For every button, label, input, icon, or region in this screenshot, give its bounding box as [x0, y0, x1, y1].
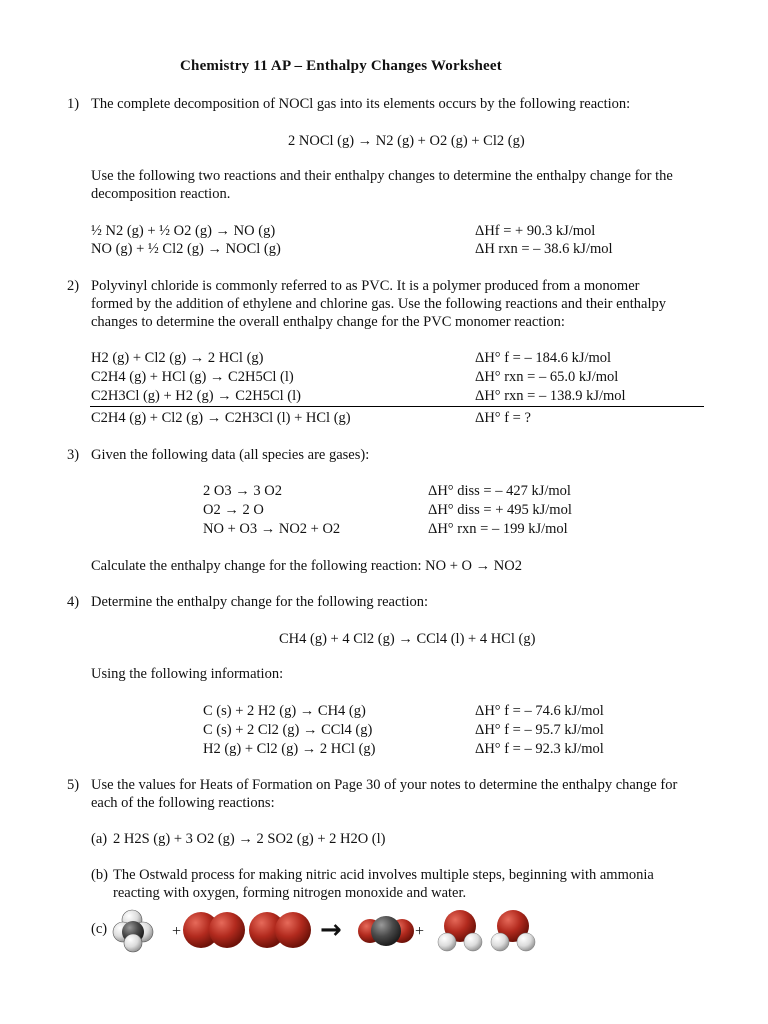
q4-reaction-2: C (s) + 2 Cl2 (g) → CCl4 (g) — [203, 722, 373, 738]
q1-instruction-line2: decomposition reaction. — [91, 186, 231, 202]
plus-sign-2: + — [415, 923, 425, 940]
question-5-line2: each of the following reactions: — [91, 795, 275, 811]
question-2-line2: formed by the addition of ethylene and chlorine gas. Use the following reactions and their enthalpy — [91, 296, 666, 312]
q5-part-b-label: (b) — [91, 867, 108, 883]
q2-reaction-1: H2 (g) + Cl2 (g) → 2 HCl (g) — [91, 350, 264, 366]
q3-reaction-2: O2 → 2 O — [203, 502, 264, 518]
q3-enthalpy-3: ΔH° rxn = – 199 kJ/mol — [428, 521, 568, 537]
question-1-number: 1) — [67, 96, 80, 112]
molecule-reaction-diagram — [110, 900, 550, 962]
q5-part-a-equation: 2 H2S (g) + 3 O2 (g) → 2 SO2 (g) + 2 H2O (l) — [113, 831, 386, 847]
plus-sign-1: + — [172, 923, 182, 940]
q1-instruction-line1: Use the following two reactions and their enthalpy changes to determine the enthalpy change for the — [91, 168, 673, 184]
question-3-text: Given the following data (all species are gases): — [91, 447, 370, 463]
question-5-line1: Use the values for Heats of Formation on Page 30 of your notes to determine the enthalpy change for — [91, 777, 678, 793]
q4-main-reaction: CH4 (g) + 4 Cl2 (g) → CCl4 (l) + 4 HCl (g) — [279, 631, 536, 647]
question-4-number: 4) — [67, 594, 80, 610]
oxygen-molecule-icon — [183, 912, 245, 948]
q1-reaction-2: NO (g) + ½ Cl2 (g) → NOCl (g) — [91, 241, 281, 257]
q3-reaction-1: 2 O3 → 3 O2 — [203, 483, 282, 499]
q2-overall-reaction: C2H4 (g) + Cl2 (g) → C2H3Cl (l) + HCl (g) — [91, 410, 351, 426]
sum-divider-line — [90, 406, 704, 407]
q1-main-reaction: 2 NOCl (g) → N2 (g) + O2 (g) + Cl2 (g) — [288, 133, 525, 149]
q2-enthalpy-3: ΔH° rxn = – 138.9 kJ/mol — [475, 388, 626, 404]
reaction-arrow: → — [320, 915, 342, 945]
oxygen-molecule-icon — [249, 912, 311, 948]
question-4-text: Determine the enthalpy change for the following reaction: — [91, 594, 428, 610]
q2-overall-enthalpy: ΔH° f = ? — [475, 410, 531, 426]
q4-enthalpy-1: ΔH° f = – 74.6 kJ/mol — [475, 703, 604, 719]
q5-part-a-label: (a) — [91, 831, 108, 847]
q5-part-b-line2: reacting with oxygen, forming nitrogen monoxide and water. — [113, 885, 467, 901]
question-5-number: 5) — [67, 777, 80, 793]
q3-enthalpy-1: ΔH° diss = – 427 kJ/mol — [428, 483, 571, 499]
question-3-number: 3) — [67, 447, 80, 463]
q1-enthalpy-2: ΔH rxn = – 38.6 kJ/mol — [475, 241, 613, 257]
carbon-dioxide-molecule-icon — [358, 916, 414, 946]
q2-enthalpy-2: ΔH° rxn = – 65.0 kJ/mol — [475, 369, 619, 385]
q3-enthalpy-2: ΔH° diss = + 495 kJ/mol — [428, 502, 572, 518]
question-2-number: 2) — [67, 278, 80, 294]
q1-enthalpy-1: ΔHf = + 90.3 kJ/mol — [475, 223, 596, 239]
q4-reaction-1: C (s) + 2 H2 (g) → CH4 (g) — [203, 703, 366, 719]
q2-reaction-2: C2H4 (g) + HCl (g) → C2H5Cl (l) — [91, 369, 294, 385]
q4-using-text: Using the following information: — [91, 666, 284, 682]
q4-enthalpy-3: ΔH° f = – 92.3 kJ/mol — [475, 741, 604, 757]
q1-reaction-1: ½ N2 (g) + ½ O2 (g) → NO (g) — [91, 223, 276, 239]
question-1-text: The complete decomposition of NOCl gas into its elements occurs by the following reaction: — [91, 96, 631, 112]
q4-enthalpy-2: ΔH° f = – 95.7 kJ/mol — [475, 722, 604, 738]
q3-reaction-3: NO + O3 → NO2 + O2 — [203, 521, 341, 537]
q2-reaction-3: C2H3Cl (g) + H2 (g) → C2H5Cl (l) — [91, 388, 301, 404]
methane-molecule-icon — [113, 910, 153, 952]
q5-part-c-label: (c) — [91, 921, 108, 937]
q5-part-b-line1: The Ostwald process for making nitric acid involves multiple steps, beginning with ammonia — [113, 867, 654, 883]
page-title: Chemistry 11 AP – Enthalpy Changes Worksheet — [180, 58, 502, 74]
water-molecule-icon — [438, 910, 482, 951]
q2-enthalpy-1: ΔH° f = – 184.6 kJ/mol — [475, 350, 612, 366]
q3-calculate-text: Calculate the enthalpy change for the following reaction: NO + O → NO2 — [91, 558, 522, 574]
question-2-line1: Polyvinyl chloride is commonly referred to as PVC. It is a polymer produced from a monomer — [91, 278, 640, 294]
q4-reaction-3: H2 (g) + Cl2 (g) → 2 HCl (g) — [203, 741, 376, 757]
water-molecule-icon — [491, 910, 535, 951]
question-2-line3: changes to determine the overall enthalpy change for the PVC monomer reaction: — [91, 314, 565, 330]
